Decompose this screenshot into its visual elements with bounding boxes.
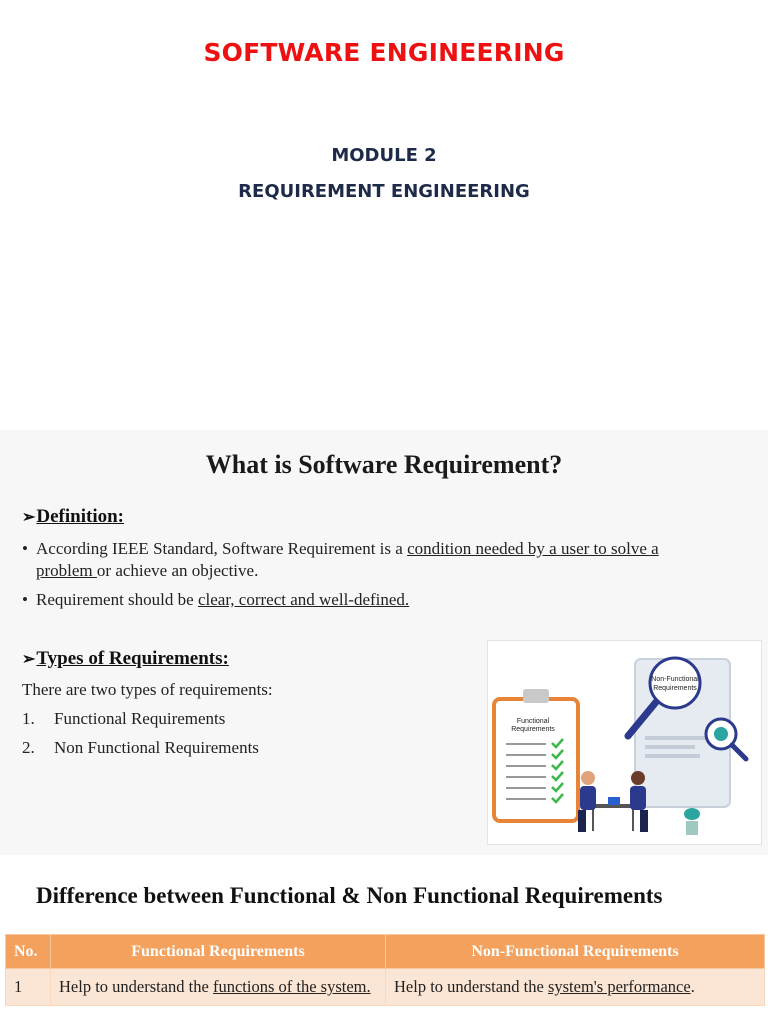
module-name: REQUIREMENT ENGINEERING bbox=[238, 181, 530, 202]
comparison-title: Difference between Functional & Non Functional Requirements bbox=[36, 883, 663, 908]
table-row bbox=[6, 969, 765, 1006]
comparison-table bbox=[5, 934, 765, 1006]
title-page bbox=[0, 0, 768, 430]
header-functional: Functional Requirements bbox=[51, 935, 386, 969]
person-icon bbox=[631, 771, 645, 785]
type-item-1: 1. Functional Requirements bbox=[22, 709, 226, 728]
clipboard-label-2: Requirements bbox=[511, 726, 555, 733]
requirements-illustration-svg bbox=[488, 641, 763, 846]
definition-bullet: • According IEEE Standard, Software Requirement is a condition needed by a user to solve a problem or achieve an objective. bbox=[22, 539, 659, 580]
requirement-slide bbox=[0, 430, 768, 855]
requirements-illustration bbox=[487, 640, 762, 845]
table-header-row bbox=[6, 935, 765, 969]
laptop-icon bbox=[608, 797, 620, 805]
types-intro: There are two types of requirements: bbox=[22, 680, 273, 699]
type-item-2: 2. Non Functional Requirements bbox=[22, 738, 259, 757]
row-number: 1 bbox=[6, 969, 51, 1006]
slide-title: What is Software Requirement? bbox=[205, 450, 563, 479]
quality-bullet: • Requirement should be clear, correct and well-defined. bbox=[22, 590, 410, 609]
definition-heading: ➢Definition: bbox=[22, 506, 125, 527]
module-number: MODULE 2 bbox=[331, 145, 437, 166]
comparison-section bbox=[0, 855, 768, 1024]
tablet-label-2: Requirements bbox=[653, 685, 697, 692]
person-icon bbox=[581, 771, 595, 785]
header-non-functional: Non-Functional Requirements bbox=[386, 935, 765, 969]
clipboard-label-1: Functional bbox=[516, 718, 550, 725]
header-no: No. bbox=[6, 935, 51, 969]
functional-cell: Help to understand the functions of the system. bbox=[51, 969, 386, 1006]
bullet-dot-icon: • bbox=[22, 539, 28, 558]
plant-icon bbox=[686, 821, 698, 835]
types-heading: ➢Types of Requirements: bbox=[22, 648, 229, 669]
arrow-bullet-icon: ➢ bbox=[22, 651, 36, 668]
tablet-label-1: Non-Functional bbox=[651, 676, 699, 683]
arrow-bullet-icon: ➢ bbox=[22, 509, 36, 526]
bullet-dot-icon: • bbox=[22, 590, 28, 609]
course-title: SOFTWARE ENGINEERING bbox=[203, 38, 565, 67]
non-functional-cell: Help to understand the system's performance. bbox=[386, 969, 765, 1006]
